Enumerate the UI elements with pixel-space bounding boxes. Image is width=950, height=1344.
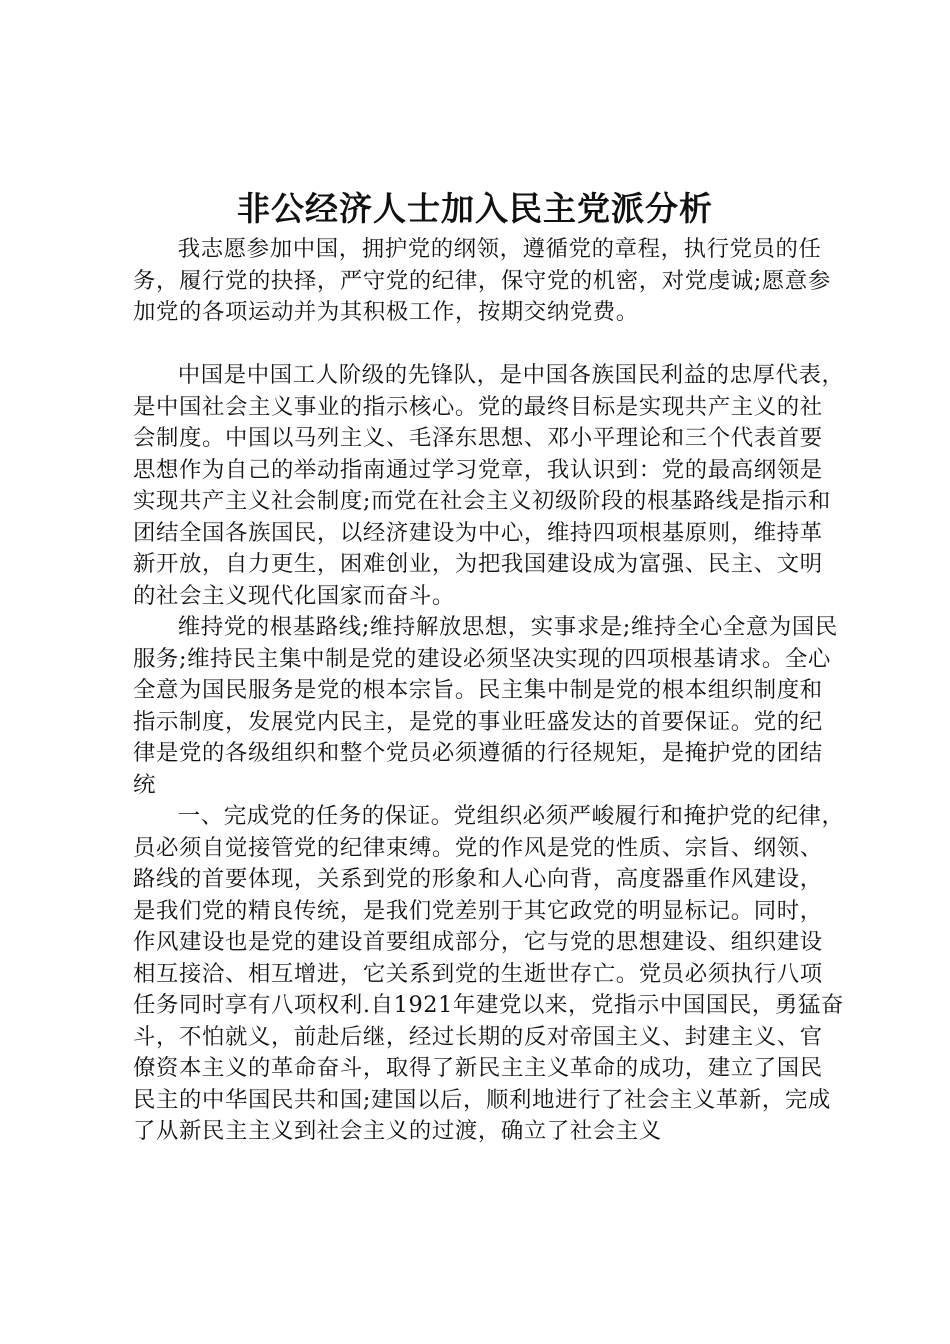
paragraph-4: 一、完成党的任务的保证。党组织必须严峻履行和掩护党的纪律，员必须自觉接管党的纪律束缚。党的作风是党的性质、宗旨、纲领、路线的首要体现，关系到党的形象和人心向背，高度器重作风建设，是我们党的精良传统，是我们党差别于其它政党的明显标记。同时，作风建设也是党的建设首要组成部分，它与党的思想建设、组织建设相互接洽、相互增进，它关系到党的生逝世存亡。党员必须执行八项任务同时享有八项权利.自1921年建党以来，党指示中国国民，勇猛奋斗，不怕就义，前赴后继，经过长期的反对帝国主义、封建主义、官僚资本主义的革命奋斗，取得了新民主主义革命的成功，建立了国民民主的中华国民共和国;建国以后，顺利地进行了社会主义革新，完成了从新民主主义到社会主义的过渡，确立了社会主义 xyxy=(133,803,845,1144)
document-body xyxy=(133,234,845,1148)
paragraph-1: 我志愿参加中国，拥护党的纲领，遵循党的章程，执行党员的任务，履行党的抉择，严守党的纪律，保守党的机密，对党虔诚;愿意参加党的各项运动并为其积极工作，按期交纳党费。 xyxy=(133,236,831,325)
document-title: 非公经济人士加入民主党派分析 xyxy=(237,189,713,228)
paragraph-2: 中国是中国工人阶级的先锋队，是中国各族国民利益的忠厚代表，是中国社会主义事业的指示核心。党的最终目标是实现共产主义的社会制度。中国以马列主义、毛泽东思想、邓小平理论和三个代表首要思想作为自己的举动指南通过学习党章，我认识到：党的最高纲领是实现共产主义社会制度;而党在社会主义初级阶段的根基路线是指示和团结全国各族国民，以经济建设为中心，维持四项根基原则，维持革新开放，自力更生，困难创业，为把我国建设成为富强、民主、文明的社会主义现代化国家而奋斗。 xyxy=(133,362,845,609)
paragraph-3: 维持党的根基路线;维持解放思想，实事求是;维持全心全意为国民服务;维持民主集中制是党的建设必须坚决实现的四项根基请求。全心全意为国民服务是党的根本宗旨。民主集中制是党的根本组织制度和指示制度，发展党内民主，是党的事业旺盛发达的首要保证。党的纪律是党的各级组织和整个党员必须遵循的行径规矩，是掩护党的团结统 xyxy=(133,614,838,798)
